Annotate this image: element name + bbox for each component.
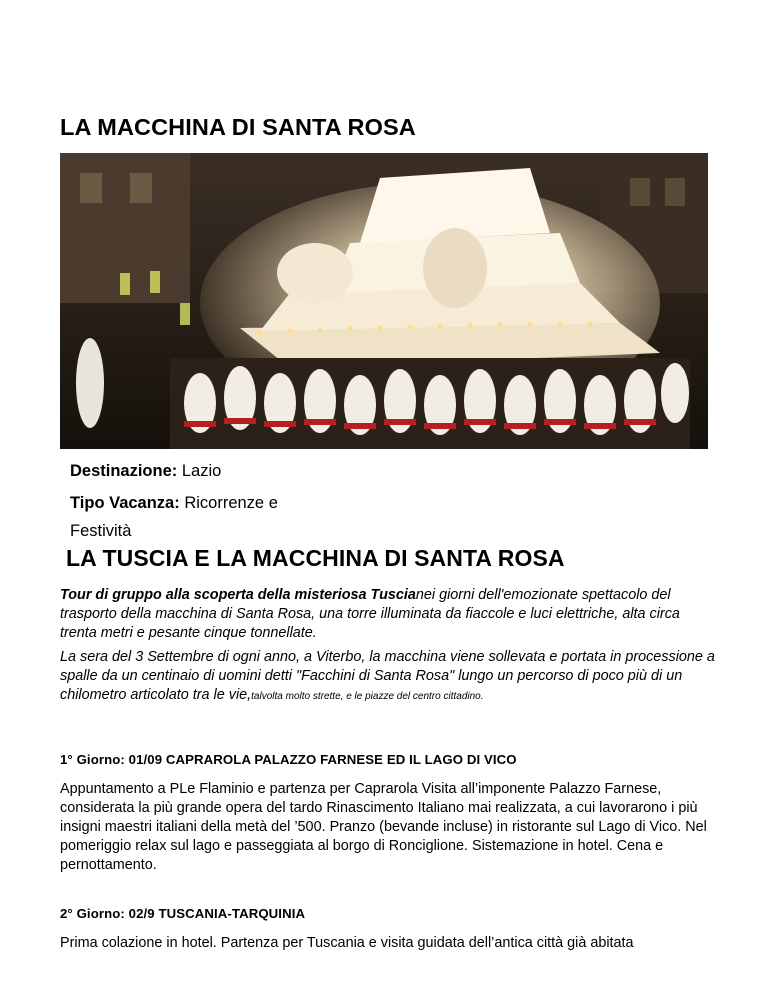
intro-bold: Tour di gruppo alla scoperta della misteriosa Tuscia: [60, 587, 416, 603]
day-1-text: Appuntamento a PLe Flaminio e partenza per Caprarola Visita all’imponente Palazzo Farnese, considerata la più grande opera del tardo Rinascimento Italiano mai realizzata, a cui lavorarono i più insigni maestri italiani della metà del ’500. Pranzo (bevande incluse) in ristorante sul Lago di Vico. Nel pomeriggio relax sul lago e passeggiata al borgo di Ronciglione. Sistemazione in hotel. Cena e pernottamento.: [60, 781, 707, 873]
destination-value: Lazio: [181, 462, 222, 480]
description-small: talvolta molto strette, e le piazze del centro cittadino.: [251, 691, 484, 702]
festival-photo: [60, 153, 708, 449]
intro-rest: nei giorni dell'emozionate spettacolo del trasporto della macchina di Santa Rosa, una torre illuminata da fiaccole e luci elettriche, alta circa trenta metri e pesante cinque tonnellate.: [60, 587, 680, 641]
holiday-type-continuation: [70, 518, 131, 544]
page-title: LA MACCHINA DI SANTA ROSA: [60, 114, 416, 140]
photo-illustration: [60, 153, 708, 449]
holiday-type-value-cont: Festività: [70, 522, 132, 540]
day-2-text: Prima colazione in hotel. Partenza per Tuscania e visita guidata dell’antica città già abitata: [60, 935, 634, 951]
section-title: LA TUSCIA E LA MACCHINA DI SANTA ROSA: [66, 545, 565, 571]
holiday-type-line: [70, 490, 278, 516]
description-main: La sera del 3 Settembre di ogni anno, a Viterbo, la macchina viene sollevata e portata in processione a spalle da un centinaio di uomini detti "Facchini di Santa Rosa" lungo un percorso di poco più di un chilometro articolato tra le vie,: [60, 649, 715, 703]
destination-line: [70, 458, 221, 484]
destination-label: Destinazione:: [70, 462, 178, 480]
holiday-type-value: Ricorrenze e: [184, 494, 278, 512]
holiday-type-label: Tipo Vacanza:: [70, 494, 180, 512]
intro-paragraph: [60, 586, 720, 643]
description-paragraph: [60, 648, 720, 706]
day-2-heading: 2° Giorno: 02/9 TUSCANIA-TARQUINIA: [60, 906, 306, 921]
day-1-heading: 1° Giorno: 01/09 CAPRAROLA PALAZZO FARNESE ED IL LAGO DI VICO: [60, 752, 517, 767]
